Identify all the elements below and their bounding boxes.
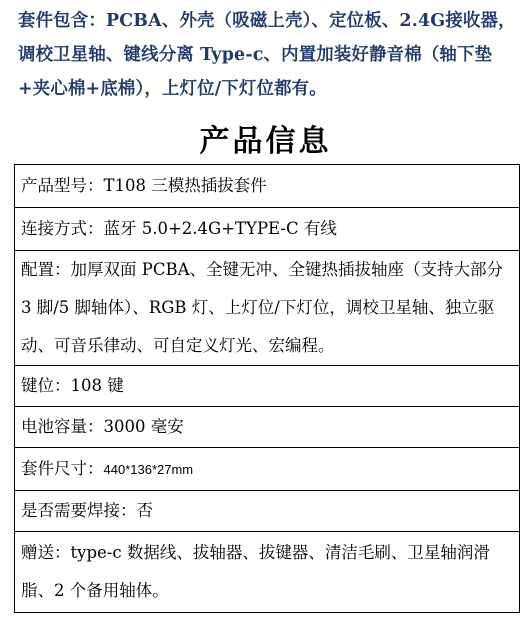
spec-size: [15, 448, 520, 491]
spec-config: 配置：加厚双面 PCBA、全键无冲、全键热插拔轴座（支持大部分 3 脚/5 脚轴体）、RGB 灯、上灯位/下灯位，调校卫星轴、独立驱动、可音乐律动、可自定义灯光、宏编程。: [15, 251, 520, 366]
spec-battery: 电池容量：3000 毫安: [15, 407, 520, 448]
page-title: 产品信息: [199, 124, 332, 159]
spec-table: [14, 164, 520, 613]
table-row: [15, 366, 520, 407]
spec-size-label: 套件尺寸：: [21, 458, 104, 478]
spec-model: 产品型号：T108 三模热插拔套件: [15, 165, 520, 208]
spec-size-value: 440*136*27mm: [103, 461, 194, 477]
table-row: [15, 407, 520, 448]
package-contents-text: 套件包含：PCBA、外壳（吸磁上壳）、定位板、2.4G接收器，调校卫星轴、键线分离 Type-c、内置加装好静音棉（轴下垫+夹心棉+底棉），上灯位/下灯位都有。: [18, 11, 516, 99]
table-row: [15, 165, 520, 208]
spec-keys: 键位：108 键: [15, 366, 520, 407]
table-row: [15, 448, 520, 491]
table-row: [15, 532, 520, 613]
spec-gifts: 赠送：type-c 数据线、拔轴器、拔键器、清洁毛刷、卫星轴润滑脂、2 个备用轴体。: [15, 532, 520, 613]
spec-connection: 连接方式：蓝牙 5.0+2.4G+TYPE-C 有线: [15, 208, 520, 251]
table-row: [15, 208, 520, 251]
spec-soldering: 是否需要焊接：否: [15, 491, 520, 532]
table-row: [15, 251, 520, 366]
table-row: [15, 491, 520, 532]
